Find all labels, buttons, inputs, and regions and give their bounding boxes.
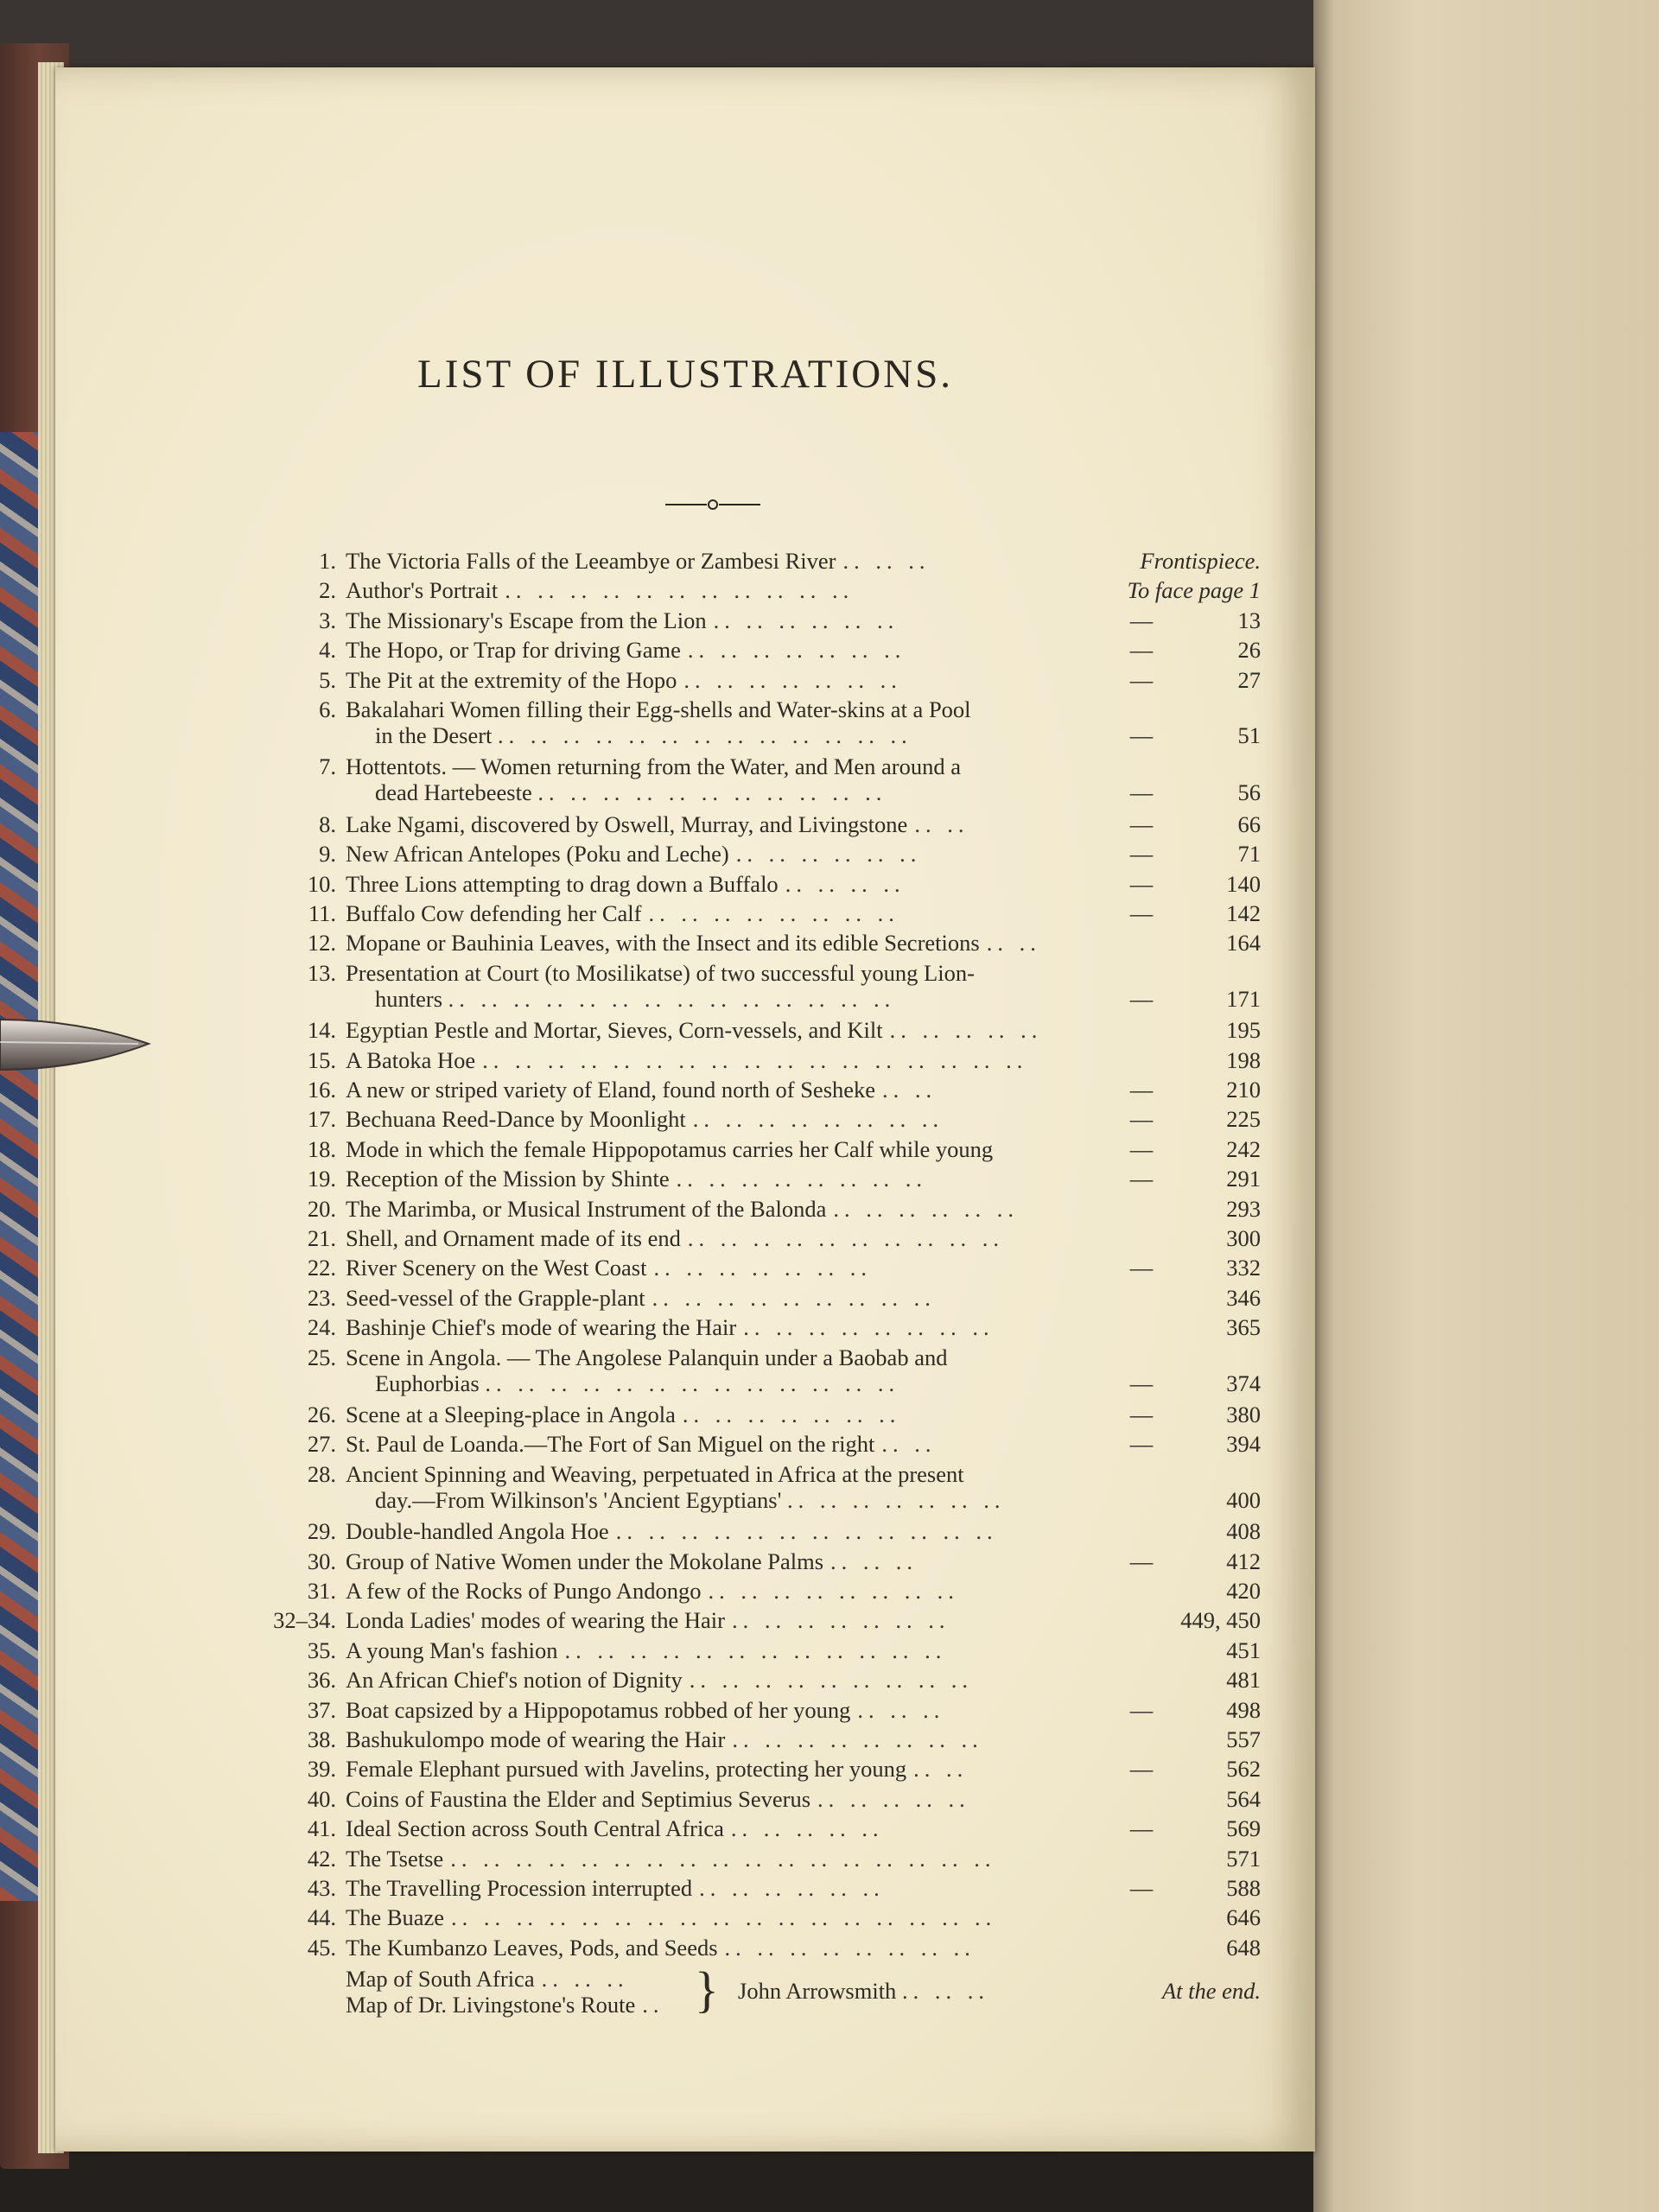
page-number: 449, 450 <box>1180 1607 1261 1634</box>
leader-dots: .. .. .. .. .. <box>817 1785 970 1812</box>
entry-title <box>346 1607 1142 1633</box>
page-number: 394 <box>1226 1431 1261 1458</box>
ditto-dash: — <box>1129 779 1154 806</box>
entry-title <box>346 1285 1142 1311</box>
leader-dots: .. .. .. .. .. .. .. .. .. .. .. .. .. .. <box>448 985 896 1012</box>
ditto-dash: — <box>1129 1815 1154 1842</box>
entry-title-text: Seed-vessel of the Grapple-plant <box>346 1284 645 1311</box>
entry-title <box>346 1548 1142 1574</box>
entry-title <box>346 1077 1142 1103</box>
entry-title-text: The Missionary's Escape from the Lion <box>346 607 707 633</box>
entry-title <box>346 1697 1142 1723</box>
entry-title-text: A young Man's fashion <box>346 1637 558 1663</box>
leader-dots: .. .. .. .. .. .. .. .. <box>743 1314 995 1341</box>
leader-dots: .. .. .. <box>857 1696 945 1723</box>
page-number: 588 <box>1226 1875 1261 1901</box>
ditto-dash: — <box>1129 1370 1154 1396</box>
entry-number: 26. <box>307 1402 336 1427</box>
entry-number: 11. <box>308 900 336 926</box>
leader-dots: .. .. .. <box>830 1548 918 1574</box>
entry-title-continued-text: dead Hartebeeste <box>375 779 532 806</box>
entry-number: 27. <box>307 1431 336 1458</box>
leader-dots: .. .. .. .. .. .. <box>699 1875 885 1901</box>
entry-number: 30. <box>307 1548 336 1574</box>
page-number: 557 <box>1226 1726 1261 1752</box>
page-number: 71 <box>1237 841 1261 868</box>
brace-glyph: } <box>695 1961 719 2018</box>
page-number: 332 <box>1226 1255 1261 1281</box>
map-page: At the end. <box>1161 1978 1261 2005</box>
leader-dots: .. .. .. .. .. .. .. .. <box>676 1166 928 1192</box>
entry-title-text: The Travelling Procession interrupted <box>346 1875 693 1901</box>
ditto-dash: — <box>1129 666 1154 693</box>
leader-dots: .. .. .. .. .. .. .. .. .. .. .. .. .. .. .. .. .. <box>450 1845 996 1872</box>
entry-number: 28. <box>307 1460 336 1487</box>
entry-number: 35. <box>307 1637 336 1663</box>
entry-number: 38. <box>307 1726 336 1752</box>
entry-number: 4. <box>319 637 336 664</box>
leader-dots: .. .. .. .. .. <box>730 1815 884 1842</box>
entry-title <box>346 811 1142 837</box>
page-number: 293 <box>1226 1195 1261 1222</box>
leader-dots: .. .. .. .. .. .. .. .. <box>732 1726 983 1752</box>
page-number: 51 <box>1237 722 1261 748</box>
ditto-dash: — <box>1129 1255 1154 1281</box>
entry-title <box>346 1136 1142 1162</box>
entry-number: 2. <box>319 577 336 604</box>
entry-number: 24. <box>307 1314 336 1341</box>
leader-dots: .. .. .. .. .. <box>889 1017 1043 1044</box>
entry-title <box>346 1225 1142 1251</box>
entry-title-continued-text: Euphorbias <box>375 1370 480 1396</box>
leader-dots: .. .. <box>913 1756 969 1783</box>
entry-title-text: Lake Ngami, discovered by Oswell, Murray, and Livingstone <box>346 810 908 837</box>
entry-number: 8. <box>319 810 336 837</box>
entry-title-text: Ideal Section across South Central Africa <box>346 1815 724 1842</box>
page-number: 571 <box>1226 1845 1261 1872</box>
leader-dots: .. .. .. .. .. .. <box>833 1195 1019 1222</box>
entry-title <box>346 930 1142 956</box>
entry-number: 39. <box>307 1756 336 1783</box>
entry-title-text: Mopane or Bauhinia Leaves, with the Insect and its edible Secretions <box>346 930 980 957</box>
entry-title <box>346 1196 1142 1222</box>
page-number: 171 <box>1226 985 1261 1012</box>
entry-title-text: An African Chief's notion of Dignity <box>346 1667 683 1694</box>
entry-title <box>346 1461 1142 1487</box>
page-number: 198 <box>1226 1046 1261 1073</box>
page-number: 26 <box>1237 637 1261 664</box>
map-maker-name: John Arrowsmith <box>738 1978 897 2005</box>
entry-number: 6. <box>319 696 336 722</box>
leader-dots: .. .. .. .. .. .. .. .. .. <box>652 1284 936 1311</box>
entry-title-text: Double-handled Angola Hoe <box>346 1518 609 1545</box>
entry-title <box>346 1578 1142 1604</box>
entry-number: 36. <box>307 1667 336 1694</box>
entry-number: 44. <box>307 1904 336 1931</box>
page-number: 420 <box>1226 1578 1261 1604</box>
entry-number: 29. <box>307 1518 336 1545</box>
entry-title <box>346 637 1142 663</box>
entry-title-text: New African Antelopes (Poku and Leche) <box>346 841 729 868</box>
leader-dots: .. <box>642 1992 664 2018</box>
page-number: 195 <box>1226 1017 1261 1044</box>
page-number: 13 <box>1237 607 1261 633</box>
entry-title <box>346 1518 1142 1544</box>
leader-dots: .. .. <box>881 1431 937 1458</box>
leader-dots: .. .. .. .. .. .. .. .. .. .. .. <box>537 779 887 806</box>
bookmark-clip <box>0 994 151 1089</box>
page-number: 164 <box>1226 930 1261 957</box>
leader-dots: .. .. .. .. .. .. .. .. .. .. <box>687 1225 1004 1251</box>
entry-number: 12. <box>307 930 336 957</box>
entry-title-text: Bashukulompo mode of wearing the Hair <box>346 1726 726 1752</box>
page-number: 346 <box>1226 1284 1261 1311</box>
entry-title-text: River Scenery on the West Coast <box>346 1255 647 1281</box>
ditto-dash: — <box>1129 1875 1154 1901</box>
entry-title-continued-text: hunters <box>375 985 443 1012</box>
entry-title <box>346 548 1142 574</box>
entry-number: 15. <box>307 1046 336 1073</box>
entry-title-text: The Kumbanzo Leaves, Pods, and Seeds <box>346 1934 718 1961</box>
entry-title <box>346 1255 1142 1281</box>
entry-title <box>346 1846 1142 1872</box>
entry-title-continued <box>375 986 895 1012</box>
leader-dots: .. .. .. .. .. .. .. .. .. .. .. .. .. <box>498 722 912 748</box>
ditto-dash: — <box>1129 637 1154 664</box>
ditto-dash: — <box>1129 841 1154 868</box>
entry-title-text: The Tsetse <box>346 1845 444 1872</box>
page-number: Frontispiece. <box>1140 548 1261 574</box>
page-number: 380 <box>1226 1402 1261 1427</box>
leader-dots: .. .. .. .. .. .. .. .. <box>648 900 899 926</box>
maps-group <box>228 1961 1261 2021</box>
page-number: 646 <box>1226 1904 1261 1931</box>
entry-number: 13. <box>307 959 336 986</box>
entry-number: 14. <box>307 1017 336 1044</box>
entry-title-continued <box>375 722 912 748</box>
page-number: 648 <box>1226 1934 1261 1961</box>
entry-title <box>346 1756 1142 1782</box>
entry-title-text: Bakalahari Women filling their Egg-shells and Water-skins at a Pool <box>346 696 971 722</box>
entry-title-text: The Marimba, or Musical Instrument of the Balonda <box>346 1195 827 1222</box>
entry-number: 40. <box>307 1785 336 1812</box>
leader-dots: .. .. .. .. .. .. .. .. .. .. .. <box>505 577 855 604</box>
ditto-dash: — <box>1129 1756 1154 1783</box>
title-ornament <box>665 498 760 512</box>
entry-title-continued <box>375 779 887 805</box>
page-number: 140 <box>1226 870 1261 897</box>
entry-title-text: St. Paul de Loanda.—The Fort of San Miguel on the right <box>346 1431 875 1458</box>
ditto-dash: — <box>1129 1106 1154 1133</box>
page-number: 412 <box>1226 1548 1261 1574</box>
ditto-dash: — <box>1129 985 1154 1012</box>
entry-number: 7. <box>319 753 336 780</box>
entry-title-text: Ancient Spinning and Weaving, perpetuated in Africa at the present <box>346 1460 964 1487</box>
page-number: To face page 1 <box>1127 577 1261 604</box>
leader-dots: .. .. .. .. .. .. .. .. .. .. .. .. .. .. .. .. .. <box>451 1904 997 1931</box>
entry-title <box>346 871 1142 897</box>
entry-title <box>346 1966 691 1992</box>
leader-dots: .. .. <box>882 1077 938 1103</box>
entry-title-text: Egyptian Pestle and Mortar, Sieves, Corn-vessels, and Kilt <box>346 1017 883 1044</box>
page-number: 56 <box>1237 779 1261 806</box>
entry-number: 21. <box>307 1225 336 1251</box>
page-number: 291 <box>1226 1166 1261 1192</box>
leader-dots: .. .. .. .. .. .. .. .. .. .. .. .. <box>615 1518 998 1545</box>
entry-title <box>346 1935 1142 1961</box>
ditto-dash: — <box>1129 1402 1154 1427</box>
entry-title-text: The Hopo, or Trap for driving Game <box>346 637 681 664</box>
book-page <box>55 67 1315 2152</box>
leader-dots: .. .. .. .. .. .. .. .. .. .. .. .. <box>564 1637 947 1663</box>
entry-number: 37. <box>307 1696 336 1723</box>
entry-number: 23. <box>307 1284 336 1311</box>
entry-title <box>346 1344 1142 1370</box>
entry-title <box>346 1017 1142 1043</box>
ditto-dash: — <box>1129 1166 1154 1192</box>
map-maker <box>738 1978 989 2004</box>
page-number: 451 <box>1226 1637 1261 1663</box>
entry-title-text: The Victoria Falls of the Leeambye or Zambesi River <box>346 548 836 574</box>
ditto-dash: — <box>1129 1548 1154 1574</box>
page-number: 569 <box>1226 1815 1261 1842</box>
ditto-dash: — <box>1129 1077 1154 1103</box>
leader-dots: .. .. .. .. .. .. .. <box>683 666 902 693</box>
leader-dots: .. .. .. .. .. .. .. .. <box>692 1106 944 1133</box>
page-number: 66 <box>1237 810 1261 837</box>
entry-title <box>346 1314 1142 1340</box>
entry-title-text: Shell, and Ornament made of its end <box>346 1225 681 1251</box>
entry-title <box>346 841 1142 867</box>
entry-title <box>346 1726 1142 1752</box>
page-title: LIST OF ILLUSTRATIONS. <box>416 352 954 397</box>
ditto-dash: — <box>1129 900 1154 926</box>
facing-blank-page <box>1313 0 1659 2212</box>
page-number: 562 <box>1226 1756 1261 1783</box>
entry-title <box>346 1992 691 2018</box>
page-number: 374 <box>1226 1370 1261 1396</box>
leader-dots: .. .. .. .. .. .. .. .. .. .. .. .. .. .. .. .. .. <box>482 1046 1028 1073</box>
leader-dots: .. .. <box>914 810 969 837</box>
leader-dots: .. .. .. .. .. .. .. .. .. <box>689 1667 973 1694</box>
leader-dots: .. .. .. .. .. .. <box>713 607 899 633</box>
page-number: 210 <box>1226 1077 1261 1103</box>
entry-number: 16. <box>307 1077 336 1103</box>
page-number: 498 <box>1226 1696 1261 1723</box>
entry-title <box>346 960 1142 986</box>
leader-dots: .. .. .. .. <box>785 870 906 897</box>
entry-title-text: Three Lions attempting to drag down a Buffalo <box>346 870 779 897</box>
entry-number: 45. <box>307 1934 336 1961</box>
page-number: 481 <box>1226 1667 1261 1694</box>
entry-title-text: Map of Dr. Livingstone's Route <box>346 1992 636 2018</box>
entry-number: 10. <box>307 870 336 897</box>
leader-dots: .. .. .. <box>901 1978 989 2005</box>
entry-number: 31. <box>307 1578 336 1604</box>
entry-number: 5. <box>319 666 336 693</box>
ditto-dash: — <box>1129 1135 1154 1162</box>
entry-number: 41. <box>307 1815 336 1842</box>
entry-title-text: Female Elephant pursued with Javelins, protecting her young <box>346 1756 907 1783</box>
entry-title-text: A few of the Rocks of Pungo Andongo <box>346 1578 702 1604</box>
entry-title-continued-text: day.—From Wilkinson's 'Ancient Egyptians' <box>375 1486 782 1513</box>
entry-number: 3. <box>319 607 336 633</box>
ditto-dash: — <box>1129 607 1154 633</box>
page-number: 242 <box>1226 1135 1261 1162</box>
entry-title <box>346 900 1142 926</box>
entry-number: 25. <box>307 1344 336 1370</box>
entry-title <box>346 1166 1142 1192</box>
page-number: 225 <box>1226 1106 1261 1133</box>
entry-title <box>346 1667 1142 1693</box>
entry-title <box>346 607 1142 633</box>
entry-number: 9. <box>319 841 336 868</box>
leader-dots: .. .. .. <box>842 548 931 574</box>
leader-dots: .. .. .. .. .. .. .. .. .. .. .. .. .. <box>485 1370 900 1396</box>
entry-title <box>346 1815 1142 1841</box>
entry-title-text: Boat capsized by a Hippopotamus robbed of her young <box>346 1696 851 1723</box>
entry-title-text: The Buaze <box>346 1904 445 1931</box>
entry-title-continued-text: in the Desert <box>375 722 493 748</box>
page-number: 400 <box>1226 1486 1261 1513</box>
entry-title <box>346 1637 1142 1663</box>
page-number: 365 <box>1226 1314 1261 1341</box>
entry-title-text: Buffalo Cow defending her Calf <box>346 900 642 926</box>
page-number: 27 <box>1237 666 1261 693</box>
entry-title <box>346 1431 1142 1457</box>
entry-title <box>346 577 1142 603</box>
leader-dots: .. .. <box>986 930 1041 957</box>
entry-title <box>346 1875 1142 1901</box>
leader-dots: .. .. .. .. .. .. .. .. <box>708 1578 959 1604</box>
ditto-dash: — <box>1129 810 1154 837</box>
entry-title-text: Scene at a Sleeping-place in Angola <box>346 1402 676 1427</box>
entry-title-text: Presentation at Court (to Mosilikatse) of two successful young Lion- <box>346 959 975 986</box>
entry-title-text: Bashinje Chief's mode of wearing the Hair <box>346 1314 737 1341</box>
entry-title-text: Map of South Africa <box>346 1966 535 1993</box>
entry-title-text: Group of Native Women under the Mokolane Palms <box>346 1548 824 1574</box>
entry-number: 18. <box>307 1135 336 1162</box>
entry-number: 32–34. <box>273 1607 336 1634</box>
leader-dots: .. .. .. <box>541 1966 629 1993</box>
ditto-dash: — <box>1129 870 1154 897</box>
entry-title-continued <box>375 1487 1005 1513</box>
leader-dots: .. .. .. .. .. .. .. <box>687 637 906 664</box>
entry-title-text: The Pit at the extremity of the Hopo <box>346 666 677 693</box>
entry-title-text: Hottentots. — Women returning from the Water, and Men around a <box>346 753 961 780</box>
entry-number: 19. <box>307 1166 336 1192</box>
entry-title <box>346 667 1142 693</box>
leader-dots: .. .. .. .. .. .. <box>735 841 922 868</box>
ditto-dash: — <box>1129 722 1154 748</box>
entry-number: 43. <box>307 1875 336 1901</box>
entry-number: 20. <box>307 1195 336 1222</box>
page-number: 300 <box>1226 1225 1261 1251</box>
entry-title <box>346 1904 1142 1930</box>
entry-title-text: A new or striped variety of Eland, found north of Sesheke <box>346 1077 876 1103</box>
leader-dots: .. .. .. .. .. .. .. <box>653 1255 872 1281</box>
entry-title-text: Author's Portrait <box>346 577 499 604</box>
leader-dots: .. .. .. .. .. .. .. <box>731 1607 950 1634</box>
entry-title <box>346 753 1142 779</box>
entry-number: 1. <box>319 548 336 574</box>
entry-title <box>346 1402 1142 1427</box>
ditto-dash: — <box>1129 1696 1154 1723</box>
leader-dots: .. .. .. .. .. .. .. <box>682 1402 901 1427</box>
entry-title-text: Londa Ladies' modes of wearing the Hair <box>346 1607 725 1634</box>
entry-title-text: Scene in Angola. — The Angolese Palanquin under a Baobab and <box>346 1344 948 1370</box>
page-number: 142 <box>1226 900 1261 926</box>
page-number: 564 <box>1226 1785 1261 1812</box>
page-number: 408 <box>1226 1518 1261 1545</box>
leader-dots: .. .. .. .. .. .. .. <box>786 1486 1006 1513</box>
leader-dots: .. .. .. .. .. .. .. .. <box>724 1934 976 1961</box>
entry-number: 42. <box>307 1845 336 1872</box>
entry-title <box>346 1047 1142 1073</box>
entry-title-text: A Batoka Hoe <box>346 1046 476 1073</box>
entry-title <box>346 1106 1142 1132</box>
entry-number: 22. <box>307 1255 336 1281</box>
entry-title-text: Bechuana Reed-Dance by Moonlight <box>346 1106 686 1133</box>
entry-number: 17. <box>307 1106 336 1133</box>
entry-title-continued <box>375 1370 899 1396</box>
entry-title-text: Coins of Faustina the Elder and Septimius Severus <box>346 1785 811 1812</box>
ditto-dash: — <box>1129 1431 1154 1458</box>
entry-title <box>346 1786 1142 1812</box>
entry-title <box>346 696 1142 722</box>
entry-title-text: Mode in which the female Hippopotamus carries her Calf while young <box>346 1135 994 1162</box>
entry-title-text: Reception of the Mission by Shinte <box>346 1166 670 1192</box>
